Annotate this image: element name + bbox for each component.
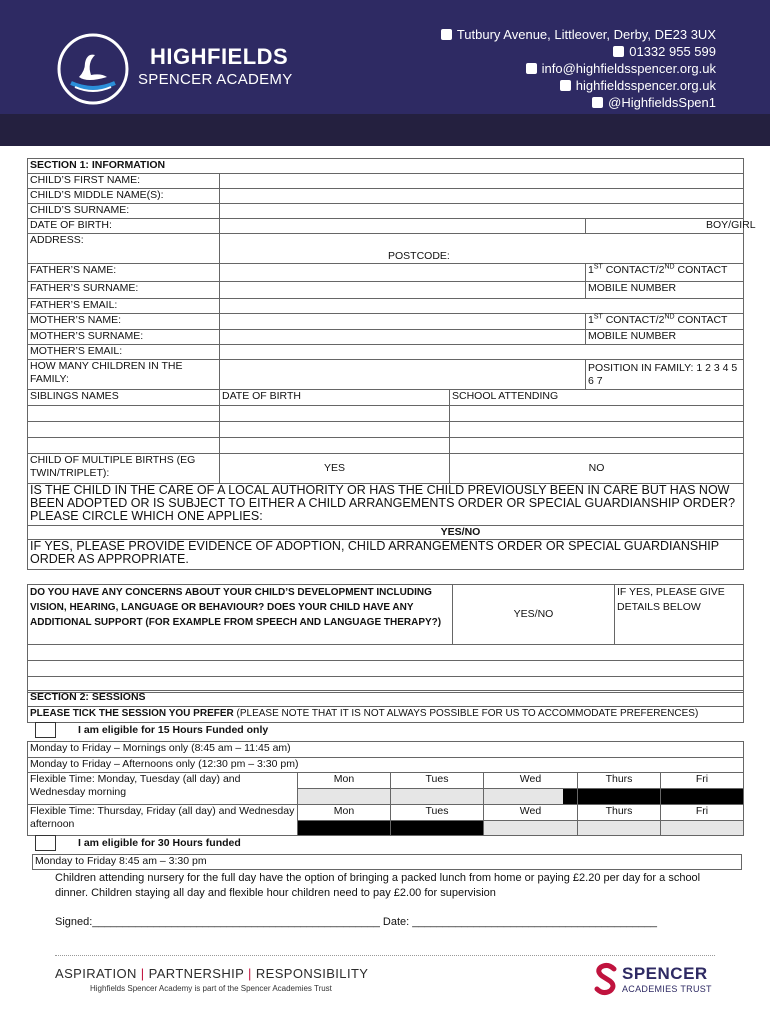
flex-afternoon-wed-cell[interactable] — [484, 821, 578, 836]
mornings-option[interactable]: Monday to Friday – Mornings only (8:45 am – 11:45 am) — [28, 742, 744, 758]
first-name-label: CHILD’S FIRST NAME: — [28, 174, 220, 189]
globe-icon — [560, 80, 571, 91]
multiple-births-label: CHILD OF MULTIPLE BIRTHS (EG TWIN/TRIPLET): — [28, 454, 220, 484]
details-line[interactable] — [28, 661, 744, 677]
flex-morning-tues-cell[interactable] — [391, 789, 484, 805]
day-header-fri-2: Fri — [661, 805, 744, 821]
school-attending-header: SCHOOL ATTENDING — [450, 390, 744, 406]
tick-instruction: PLEASE TICK THE SESSION YOU PREFER (PLEASE NOTE THAT IT IS NOT ALWAYS POSSIBLE FOR US TO ACCOMMODATE PREFERENCES) — [28, 707, 744, 723]
values-strapline: ASPIRATION | PARTNERSHIP | RESPONSIBILITY — [55, 966, 369, 981]
evidence-note: IF YES, PLEASE PROVIDE EVIDENCE OF ADOPTION, CHILD ARRANGEMENTS ORDER OR SPECIAL GUARDIANSHIP ORDER AS APPROPRIATE. — [28, 540, 744, 570]
sibling-dob-cell[interactable] — [220, 406, 450, 422]
spencer-s-logo — [594, 963, 618, 995]
sibling-dob-cell[interactable] — [220, 438, 450, 454]
details-line[interactable] — [28, 645, 744, 661]
day-header-wed: Wed — [484, 773, 578, 789]
day-header-thurs: Thurs — [578, 773, 661, 789]
academies-trust: ACADEMIES TRUST — [622, 984, 712, 994]
swan-logo — [57, 33, 129, 105]
multiple-births-yes[interactable]: YES — [220, 454, 450, 484]
email-line[interactable]: info@highfieldsspencer.org.uk — [441, 60, 716, 77]
eligible-15-checkbox[interactable] — [35, 722, 56, 738]
multiple-births-no[interactable]: NO — [450, 454, 744, 484]
afternoons-option[interactable]: Monday to Friday – Afternoons only (12:30 pm – 3:30 pm) — [28, 758, 744, 773]
flex-morning-option[interactable]: Flexible Time: Monday, Tuesday (all day) and Wednesday morning — [28, 773, 298, 805]
email-icon — [526, 63, 537, 74]
lunch-note: Children attending nursery for the full day have the option of bringing a packed lunch from home or paying £2.20 per day for a school dinner. Children staying all day and flexible hour children need to pay £2.00 for supervision — [55, 872, 701, 899]
flex-afternoon-mon-cell — [298, 821, 391, 836]
eligible-30-checkbox[interactable] — [35, 835, 56, 851]
care-yes-no[interactable]: YES/NO — [28, 526, 744, 540]
flex-afternoon-fri-cell[interactable] — [661, 821, 744, 836]
sibling-name-cell[interactable] — [28, 406, 220, 422]
mother-name-label: MOTHER’S NAME: — [28, 314, 220, 330]
flex-morning-thurs-cell — [578, 789, 661, 805]
flex-afternoon-option[interactable]: Flexible Time: Thursday, Friday (all day) and Wednesday afternoon — [28, 805, 298, 836]
signature-line[interactable]: Signed:_______________________________________________ Date: ________________________________________ — [55, 916, 657, 928]
school-name: HIGHFIELDS — [150, 44, 289, 69]
trust-note: Highfields Spencer Academy is part of the Spencer Academies Trust — [90, 984, 332, 993]
father-name-label: FATHER’S NAME: — [28, 264, 220, 282]
contact-label-2[interactable]: 1ST CONTACT/2ND CONTACT — [586, 314, 744, 330]
sibling-school-cell[interactable] — [450, 438, 744, 454]
middle-names-label: CHILD’S MIDDLE NAME(S): — [28, 189, 220, 204]
care-question: IS THE CHILD IN THE CARE OF A LOCAL AUTHORITY OR HAS THE CHILD PREVIOUSLY BEEN IN CARE BUT HAS NOW BEEN ADOPTED OR IS SUBJECT TO EITHER A CHILD ARRANGEMENTS ORDER OR SPECIAL GUARDIANSHIP ORDER? PLEASE CIRCLE WHICH ONE APPLIES: — [28, 484, 744, 526]
day-header-tues: Tues — [391, 773, 484, 789]
flex-afternoon-thurs-cell[interactable] — [578, 821, 661, 836]
concerns-table — [27, 584, 744, 693]
section1-table — [27, 158, 756, 570]
day-header-fri: Fri — [661, 773, 744, 789]
mobile-label-2: MOBILE NUMBER — [586, 330, 744, 345]
siblings-header: SIBLINGS NAMES — [28, 390, 220, 406]
concerns-question: DO YOU HAVE ANY CONCERNS ABOUT YOUR CHILD’S DEVELOPMENT INCLUDING VISION, HEARING, LANGUAGE OR BEHAVIOUR? DOES YOUR CHILD HAVE ANY ADDITIONAL SUPPORT (FOR EXAMPLE FROM SPEECH AND LANGUAGE THERAPY?) — [28, 585, 453, 645]
day-header-wed-2: Wed — [484, 805, 578, 821]
boy-girl-field[interactable]: BOY/GIRL — [586, 219, 744, 234]
middle-names-field[interactable] — [220, 189, 744, 204]
father-name-field[interactable] — [220, 264, 586, 282]
contact-label[interactable]: 1ST CONTACT/2ND CONTACT — [586, 264, 744, 282]
website-line[interactable]: highfieldsspencer.org.uk — [441, 77, 716, 94]
phone-icon — [613, 46, 624, 57]
surname-label: CHILD’S SURNAME: — [28, 204, 220, 219]
day-header-thurs-2: Thurs — [578, 805, 661, 821]
contact-block — [441, 26, 716, 111]
flex-morning-wed-cell[interactable] — [484, 789, 578, 805]
sibling-school-cell[interactable] — [450, 406, 744, 422]
eligible-15-row: I am eligible for 15 Hours Funded only — [35, 722, 268, 738]
sibling-name-cell[interactable] — [28, 422, 220, 438]
position-in-family[interactable]: POSITION IN FAMILY: 1 2 3 4 5 6 7 — [586, 360, 744, 390]
sessions-table — [27, 741, 744, 836]
header-band — [0, 114, 770, 146]
day-header-mon-2: Mon — [298, 805, 391, 821]
address-field[interactable] — [220, 234, 744, 264]
full-day-option[interactable]: Monday to Friday 8:45 am – 3:30 pm — [33, 855, 742, 870]
mother-email-field[interactable] — [220, 345, 744, 360]
address-label: ADDRESS: — [28, 234, 220, 264]
father-surname-label: FATHER’S SURNAME: — [28, 282, 220, 299]
twitter-line[interactable]: @HighfieldsSpen1 — [441, 94, 716, 111]
flex-morning-fri-cell — [661, 789, 744, 805]
spencer-name: SPENCER — [622, 964, 708, 983]
postcode-label: POSTCODE: — [388, 250, 450, 262]
day-header-mon: Mon — [298, 773, 391, 789]
how-many-field[interactable] — [220, 360, 586, 390]
surname-field[interactable] — [220, 204, 744, 219]
eligible-30-row: I am eligible for 30 Hours funded — [35, 835, 241, 851]
sibling-school-cell[interactable] — [450, 422, 744, 438]
mother-surname-field[interactable] — [220, 330, 586, 345]
dob-field[interactable] — [220, 219, 586, 234]
sibling-dob-cell[interactable] — [220, 422, 450, 438]
flex-afternoon-tues-cell — [391, 821, 484, 836]
section1-title: SECTION 1: INFORMATION — [28, 159, 744, 174]
first-name-field[interactable] — [220, 174, 744, 189]
mobile-label: MOBILE NUMBER — [586, 282, 744, 299]
section2-title: SECTION 2: SESSIONS — [28, 691, 744, 707]
mother-email-label: MOTHER’S EMAIL: — [28, 345, 220, 360]
father-surname-field[interactable] — [220, 282, 586, 299]
mother-name-field[interactable] — [220, 314, 586, 330]
how-many-label: HOW MANY CHILDREN IN THE FAMILY: — [28, 360, 220, 390]
day-header-tues-2: Tues — [391, 805, 484, 821]
sibling-dob-header: DATE OF BIRTH — [220, 390, 450, 406]
footer-divider — [55, 955, 715, 956]
father-email-label: FATHER’S EMAIL: — [28, 299, 220, 314]
dob-label: DATE OF BIRTH: — [28, 219, 220, 234]
if-yes-details-label: IF YES, PLEASE GIVE DETAILS BELOW — [615, 585, 744, 645]
address-line: Tutbury Avenue, Littleover, Derby, DE23 3UX — [441, 26, 716, 43]
school-subtitle: SPENCER ACADEMY — [138, 71, 293, 88]
father-email-field[interactable] — [220, 299, 744, 314]
phone-line: 01332 955 599 — [441, 43, 716, 60]
location-icon — [441, 29, 452, 40]
full-day-table — [32, 854, 742, 870]
x-twitter-icon — [592, 97, 603, 108]
sibling-name-cell[interactable] — [28, 438, 220, 454]
flex-morning-mon-cell[interactable] — [298, 789, 391, 805]
mother-surname-label: MOTHER’S SURNAME: — [28, 330, 220, 345]
section2-table — [27, 690, 744, 723]
concerns-yes-no[interactable]: YES/NO — [453, 585, 615, 645]
